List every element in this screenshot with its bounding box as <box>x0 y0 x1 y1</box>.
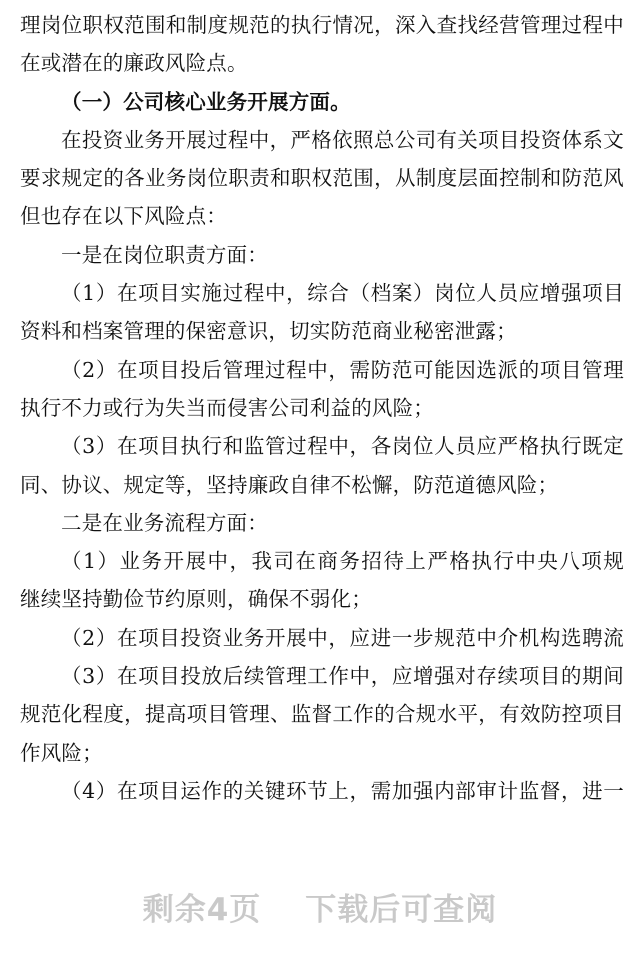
paragraph-line: 在投资业务开展过程中，严格依照总公司有关项目投资体系文 <box>61 127 624 152</box>
paragraph-line: 同、协议、规定等，坚持廉政自律不松懈，防范道德风险； <box>20 472 559 497</box>
paragraph-line: 一是在岗位职责方面： <box>61 242 268 267</box>
paragraph-line: （4）在项目运作的关键环节上，需加强内部审计监督，进一 <box>61 778 624 803</box>
paragraph-line: 在或潜在的廉政风险点。 <box>20 51 248 76</box>
download-watermark <box>0 884 640 929</box>
paragraph-line: （2）在项目投后管理过程中，需防范可能因选派的项目管理 <box>61 357 624 382</box>
paragraph-line: 要求规定的各业务岗位职责和职权范围，从制度层面控制和防范风 <box>20 166 624 191</box>
paragraph-line: （1）业务开展中，我司在商务招待上严格执行中央八项规 <box>61 549 624 574</box>
paragraph-line: 二是在业务流程方面： <box>61 510 268 535</box>
paragraph-line: 资料和档案管理的保密意识，切实防范商业秘密泄露； <box>20 319 517 344</box>
paragraph-line: 但也存在以下风险点： <box>20 204 227 229</box>
paragraph-line: （3）在项目投放后续管理工作中，应增强对存续项目的期间 <box>61 664 624 689</box>
download-to-view-label: 下载后可查阅 <box>305 892 498 928</box>
paragraph-line: 作风险； <box>20 740 103 765</box>
paragraph-line: 继续坚持勤俭节约原则，确保不弱化； <box>20 587 372 612</box>
section-heading: （一）公司核心业务开展方面。 <box>61 89 351 114</box>
document-body <box>20 6 624 810</box>
paragraph-line: 规范化程度，提高项目管理、监督工作的合规水平，有效防控项目 <box>20 702 624 727</box>
paragraph-line: （2）在项目投资业务开展中，应进一步规范中介机构选聘流 <box>61 625 624 650</box>
paragraph-line: （3）在项目执行和监管过程中，各岗位人员应严格执行既定 <box>61 434 624 459</box>
paragraph-line: 理岗位职权范围和制度规范的执行情况，深入查找经营管理过程中 <box>20 13 624 37</box>
remaining-pages-label: 剩余4页 <box>142 892 262 928</box>
paragraph-line: （1）在项目实施过程中，综合（档案）岗位人员应增强项目 <box>61 281 624 306</box>
paragraph-line: 执行不力或行为失当而侵害公司利益的风险； <box>20 395 434 420</box>
